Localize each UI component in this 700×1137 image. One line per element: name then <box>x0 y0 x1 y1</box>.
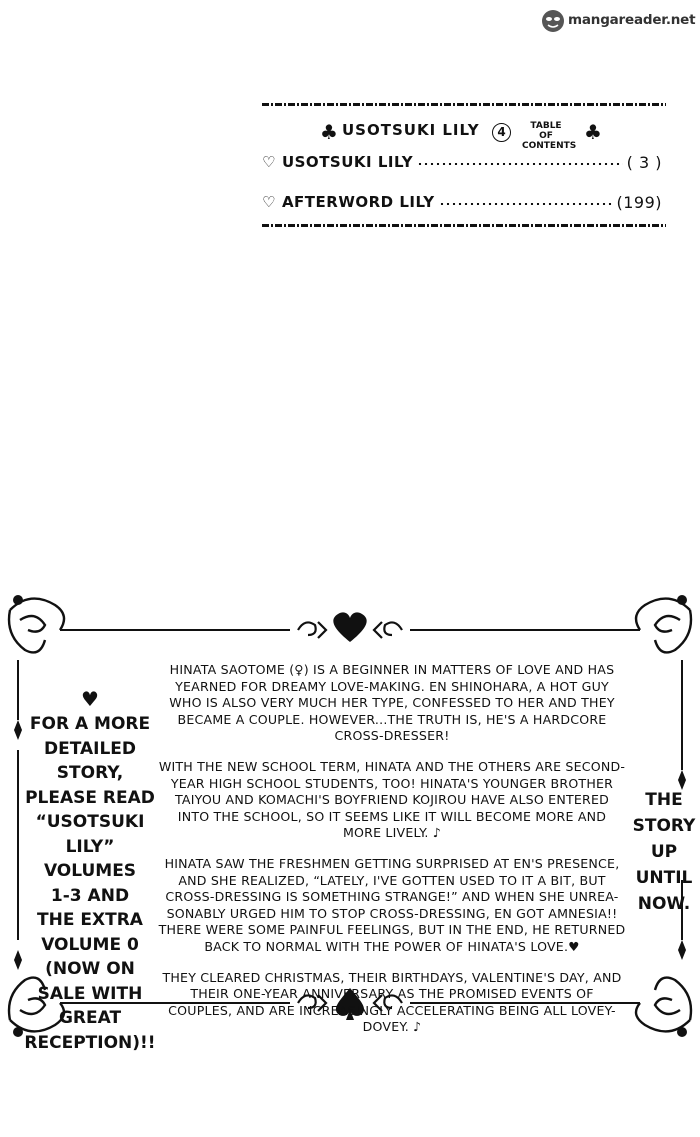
right-note-line: UP <box>650 842 678 862</box>
left-note-line: VOLUME 0 <box>41 934 139 955</box>
toc-bottom-border <box>262 224 666 227</box>
left-note-line: DETAILED <box>43 738 137 759</box>
left-note-line: FOR A MORE <box>29 714 151 734</box>
right-note-line: THE <box>645 790 683 810</box>
dot-leader <box>417 163 623 165</box>
toc-entry <box>262 190 662 214</box>
left-note-line: (NOW ON <box>45 959 135 979</box>
toc-entry-title: AFTERWORD LILY <box>281 193 435 211</box>
right-side-note <box>620 787 700 917</box>
left-note-line: VOLUMES <box>43 861 137 881</box>
toc-entry-page: (199) <box>616 192 662 212</box>
toc-entry <box>262 150 662 174</box>
club-icon: ♣ <box>584 120 602 144</box>
toc-entry-title: USOTSUKI LILY <box>281 153 414 171</box>
heart-icon: ♡ <box>262 193 276 211</box>
left-note-line: SALE WITH <box>37 983 143 1004</box>
club-icon: ♣ <box>320 120 338 144</box>
watermark-text: mangareader.net <box>568 12 696 28</box>
heart-icon: ♡ <box>262 153 276 171</box>
toc-title: USOTSUKI LILY <box>342 121 480 139</box>
left-note-line: GREAT <box>58 1008 122 1028</box>
summary-paragraph: WITH THE NEW SCHOOL TERM, HINATA AND THE OTHERS ARE SECOND-YEAR HIGH SCHOOL STUDENTS, TOO! HINATA'S YOUNGER BROTHER TAIYOU AND KOMACHI'S BOYFRIEND KOJIROU HAVE ALSO ENTERED INTO THE SCHOOL, SO IT SEEMS LIKE IT WILL BECOME MORE AND MORE LIVELY. ♪ <box>158 758 626 841</box>
masked-face-icon <box>540 8 566 34</box>
heart-icon: ♥ <box>81 687 99 711</box>
left-side-note <box>20 688 160 1055</box>
right-note-line: NOW. <box>637 894 691 914</box>
left-note-line: LILY” <box>65 836 115 857</box>
left-note-line: “USOTSUKI <box>35 812 145 832</box>
right-note-line: UNTIL <box>635 868 693 888</box>
volume-number: 4 <box>492 123 511 142</box>
story-summary <box>158 662 626 1050</box>
left-note-line: 1-3 AND <box>50 885 130 906</box>
dot-leader <box>439 203 613 205</box>
toc-top-border <box>262 103 666 106</box>
left-note-line: STORY, <box>56 763 124 783</box>
left-note-line: PLEASE READ <box>25 787 155 808</box>
right-note-line: STORY <box>632 816 696 836</box>
summary-paragraph: THEY CLEARED CHRISTMAS, THEIR BIRTHDAYS, VALENTINE'S DAY, AND THEIR ONE-YEAR ANNIVERSARY AS THE PROMISED EVENTS OF COUPLES, AND ARE INCREASINGLY ACCELERATING BEING ALL LOVEY-DOVEY. ♪ <box>162 969 622 1035</box>
toc-entry-page: ( 3 ) <box>626 152 662 172</box>
summary-paragraph: HINATA SAOTOME (♀) IS A BEGINNER IN MATTERS OF LOVE AND HAS YEARNED FOR DREAMY LOVE-MAKING. EN SHINOHARA, A HOT GUY WHO IS ALSO VERY MUCH HER TYPE, CONFESSED TO HER AND THEY BECAME A COUPLE. HOWEVER...THE TRUTH IS, HE'S A HARDCORE CROSS-DRESSER! <box>169 662 615 744</box>
toc-label: TABLE OF CONTENTS <box>522 121 577 151</box>
left-note-line: RECEPTION)!! <box>24 1032 156 1053</box>
toc-title-row <box>312 119 612 151</box>
watermark <box>540 8 696 34</box>
summary-paragraph: HINATA SAW THE FRESHMEN GETTING SURPRISED AT EN'S PRESENCE, AND SHE REALIZED, “LATELY, I'VE GOTTEN USED TO IT A BIT, BUT CROSS-DRESSING IS SOMETHING STRANGE!” AND WHEN SHE UNREA-SONABLY URGED HIM TO STOP CROSS-DRESSING, EN GOT AMNESIA!! THERE WERE SOME PAINFUL FEELINGS, BUT IN THE END, HE RETURNED BACK TO NORMAL WITH THE POWER OF HINATA'S LOVE.♥ <box>158 855 626 954</box>
left-note-line: THE EXTRA <box>37 910 143 930</box>
